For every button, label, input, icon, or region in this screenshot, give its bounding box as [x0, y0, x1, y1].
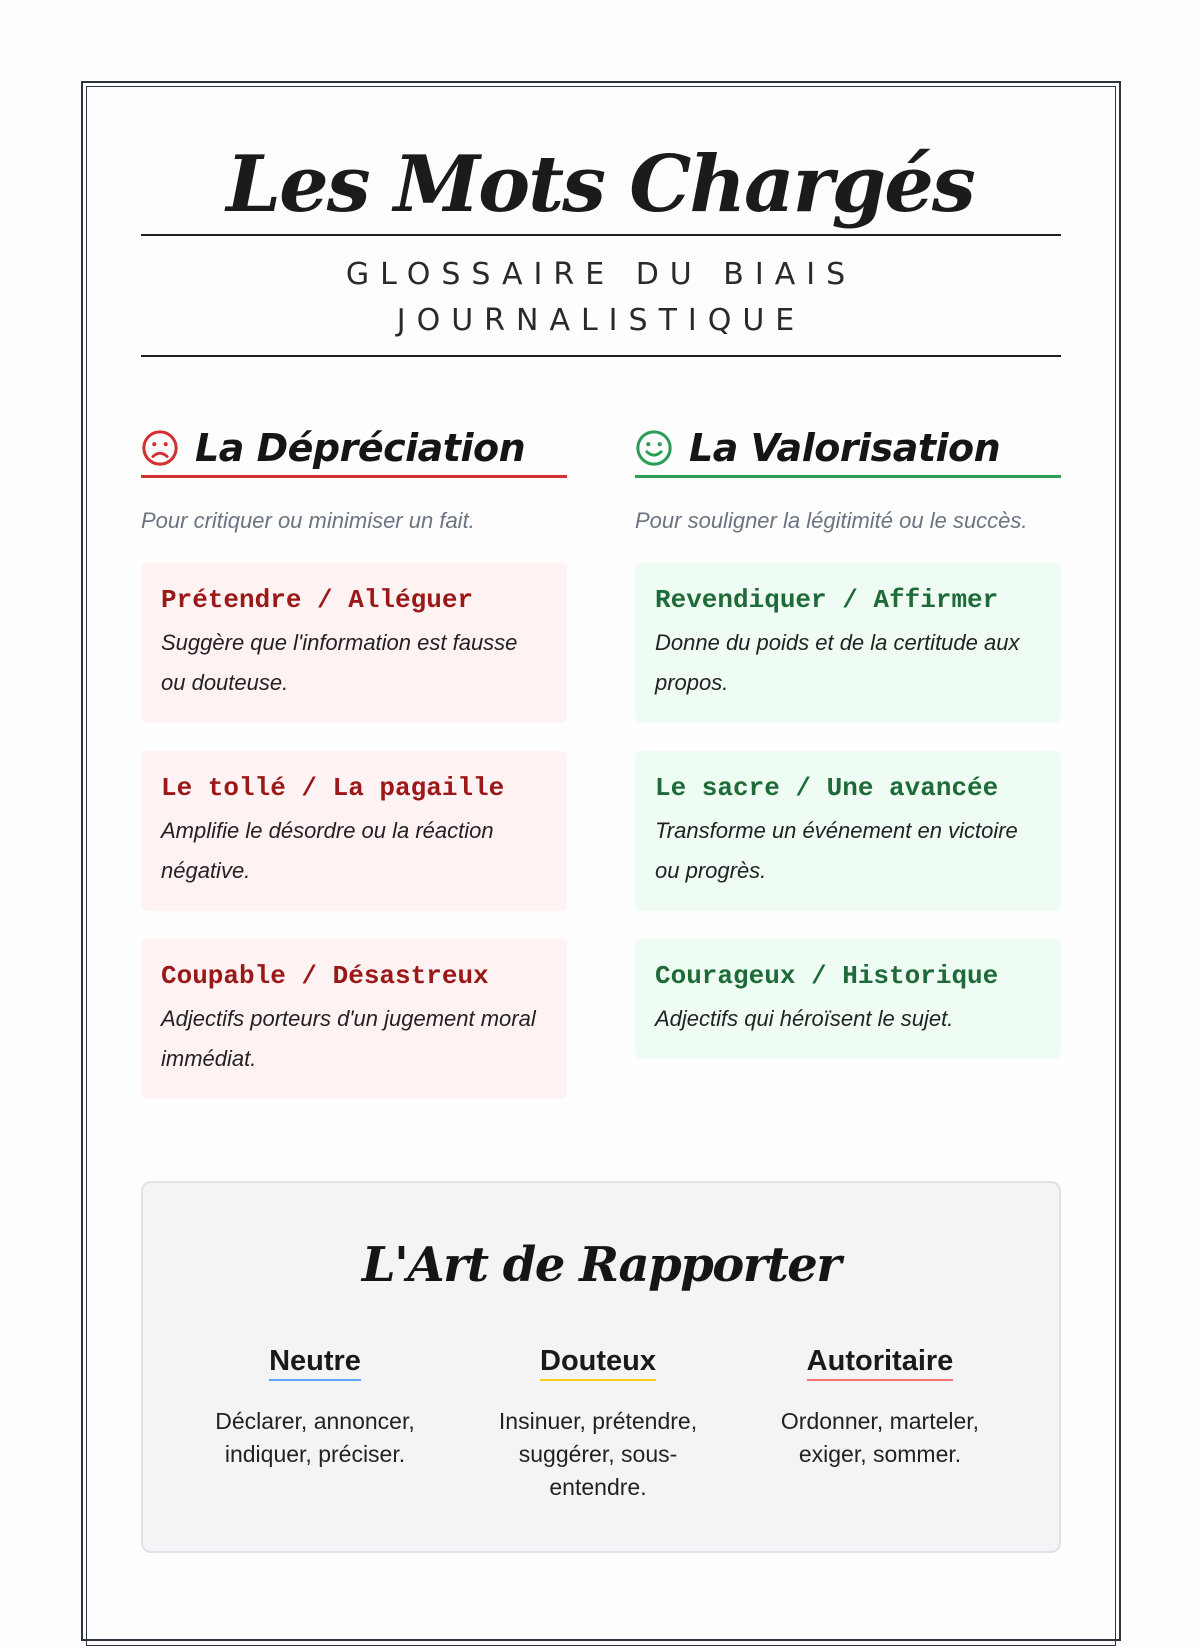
valorisation-column — [635, 420, 1061, 1087]
subtitle-line-1: GLOSSAIRE DU BIAIS — [345, 257, 857, 292]
card-description: Transforme un événement en victoire ou progrès. — [655, 818, 1018, 883]
page-title: Les Mots Chargés — [226, 139, 974, 230]
art-column-neutre — [200, 1345, 430, 1471]
card-term: Courageux / Historique — [655, 961, 999, 991]
card-term: Le tollé / La pagaille — [161, 773, 505, 803]
depreciation-header — [141, 420, 567, 478]
card-description: Donne du poids et de la certitude aux propos. — [655, 630, 1020, 695]
art-column-autoritaire — [765, 1345, 995, 1471]
valorisation-card — [635, 751, 1061, 911]
card-term: Le sacre / Une avancée — [655, 773, 999, 803]
page-subtitle — [141, 252, 1061, 344]
card-term: Prétendre / Alléguer — [161, 585, 474, 615]
art-column-title: Neutre — [269, 1345, 361, 1381]
art-column-text: Insinuer, prétendre, suggérer, sous-entendre. — [498, 1408, 698, 1500]
art-column-title: Autoritaire — [807, 1345, 954, 1381]
art-column-douteux — [483, 1345, 713, 1504]
card-description: Amplifie le désordre ou la réaction négative. — [161, 818, 494, 883]
depreciation-subtitle: Pour critiquer ou minimiser un fait. — [141, 508, 475, 533]
depreciation-card — [141, 563, 567, 723]
card-description: Adjectifs qui héroïsent le sujet. — [655, 1006, 954, 1031]
frown-icon — [141, 429, 179, 467]
art-title: L'Art de Rapporter — [361, 1237, 841, 1293]
card-term: Revendiquer / Affirmer — [655, 585, 999, 615]
valorisation-header — [635, 420, 1061, 478]
art-column-text: Déclarer, annoncer, indiquer, préciser. — [215, 1408, 415, 1467]
title-rule-bottom — [141, 355, 1061, 357]
valorisation-subtitle: Pour souligner la légitimité ou le succès. — [635, 508, 1028, 533]
valorisation-card — [635, 939, 1061, 1059]
art-de-rapporter-box — [141, 1181, 1061, 1553]
valorisation-card — [635, 563, 1061, 723]
card-term: Coupable / Désastreux — [161, 961, 489, 991]
title-rule-top — [141, 234, 1061, 236]
art-column-text: Ordonner, marteler, exiger, sommer. — [780, 1408, 980, 1467]
depreciation-heading: La Dépréciation — [195, 425, 526, 470]
smile-icon — [635, 429, 673, 467]
depreciation-column — [141, 420, 567, 1127]
card-description: Adjectifs porteurs d'un jugement moral immédiat. — [161, 1006, 536, 1071]
art-column-title: Douteux — [540, 1345, 656, 1381]
depreciation-card — [141, 939, 567, 1099]
card-description: Suggère que l'information est fausse ou douteuse. — [161, 630, 518, 695]
depreciation-card — [141, 751, 567, 911]
subtitle-line-2: JOURNALISTIQUE — [396, 303, 806, 338]
valorisation-heading: La Valorisation — [689, 425, 1001, 470]
